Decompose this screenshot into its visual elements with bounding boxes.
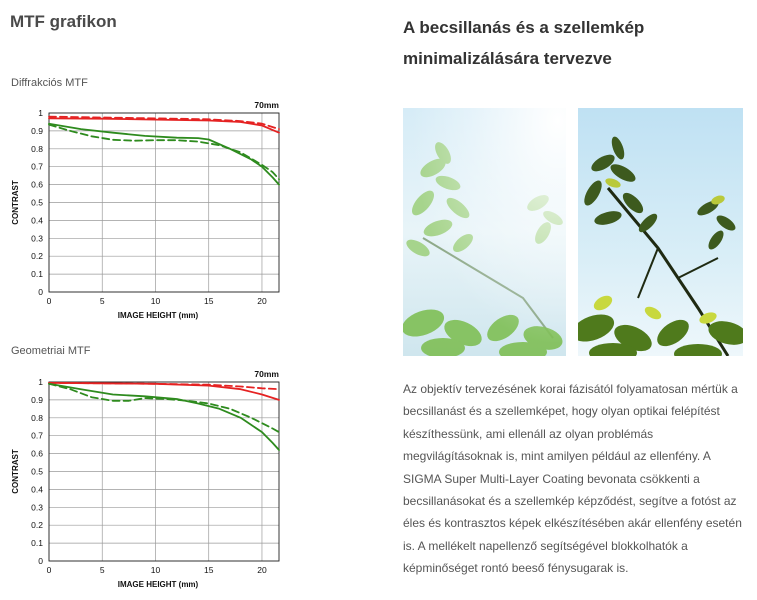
x-tick-label: 0 <box>46 296 52 306</box>
x-tick-label: 15 <box>203 296 214 306</box>
x-tick-label: 10 <box>150 565 161 575</box>
x-axis-label: IMAGE HEIGHT (mm) <box>117 311 199 320</box>
x-tick-label: 15 <box>203 565 214 575</box>
chart-caption-geometric: Geometriai MTF <box>11 345 91 357</box>
y-tick-label: 0.8 <box>31 412 43 423</box>
right-section-title: A becsillanás és a szellemkép minimalizálására tervezve <box>403 18 645 68</box>
y-tick-label: 0 <box>38 287 43 297</box>
y-tick-label: 0.2 <box>31 520 43 531</box>
y-axis-label: CONTRAST <box>11 449 20 494</box>
x-tick-label: 10 <box>150 296 161 306</box>
x-tick-label: 0 <box>46 565 52 575</box>
mtf-chart-geometric <box>0 364 300 600</box>
y-tick-label: 0.3 <box>31 233 43 244</box>
x-tick-label: 20 <box>257 565 267 575</box>
x-tick-label: 5 <box>99 565 105 575</box>
y-tick-label: 0.6 <box>31 179 43 190</box>
y-tick-label: 0.9 <box>31 125 43 136</box>
chart-title: 70mm <box>254 369 279 379</box>
series-line-green-dashed <box>49 125 279 180</box>
y-tick-label: 0.1 <box>31 269 43 280</box>
chart-caption-diffraction: Diffrakciós MTF <box>11 77 88 89</box>
y-tick-label: 0.7 <box>31 161 43 172</box>
y-tick-label: 0.9 <box>31 394 43 405</box>
y-axis-label: CONTRAST <box>11 180 20 225</box>
y-tick-label: 1 <box>38 377 43 387</box>
y-tick-label: 1 <box>38 108 43 118</box>
y-tick-label: 0.1 <box>31 538 43 549</box>
chart-title: 70mm <box>254 100 279 110</box>
y-tick-label: 0.3 <box>31 502 43 513</box>
without-hood-photo <box>403 108 566 356</box>
y-tick-label: 0.4 <box>31 215 43 226</box>
x-axis-label: IMAGE HEIGHT (mm) <box>117 580 199 589</box>
x-tick-label: 20 <box>257 296 267 306</box>
y-tick-label: 0.5 <box>31 466 43 477</box>
mtf-chart-diffraction <box>0 95 300 330</box>
description-text: Az objektív tervezésének korai fázisától folyamatosan mértük a becsillanást és a szellemképet, hogy olyan optikai felépítést készíthessünk, ami ellenáll az olyan problémás megvilágításoknak is, mint amilyen például az ellenfény. A SIGMA Super Multi-Layer Coating bevonata csökkenti a becsillanásokat és a szellemkép képződést, segítve a fotóst az éles és kontrasztos képek elkészítésében akár ellenfény esetén is. A mellékelt napellenző segítségével blokkolhatók a képminőséget rontó beeső fénysugarak is. <box>403 382 742 576</box>
x-tick-label: 5 <box>99 296 105 306</box>
series-line-red-dashed <box>49 383 279 389</box>
y-tick-label: 0.2 <box>31 251 43 262</box>
y-tick-label: 0.5 <box>31 197 43 208</box>
y-tick-label: 0 <box>38 556 43 566</box>
with-hood-photo <box>578 108 743 356</box>
y-tick-label: 0.6 <box>31 448 43 459</box>
y-tick-label: 0.4 <box>31 484 43 495</box>
y-tick-label: 0.7 <box>31 430 43 441</box>
y-tick-label: 0.8 <box>31 143 43 154</box>
left-section-title: MTF grafikon <box>10 12 117 31</box>
